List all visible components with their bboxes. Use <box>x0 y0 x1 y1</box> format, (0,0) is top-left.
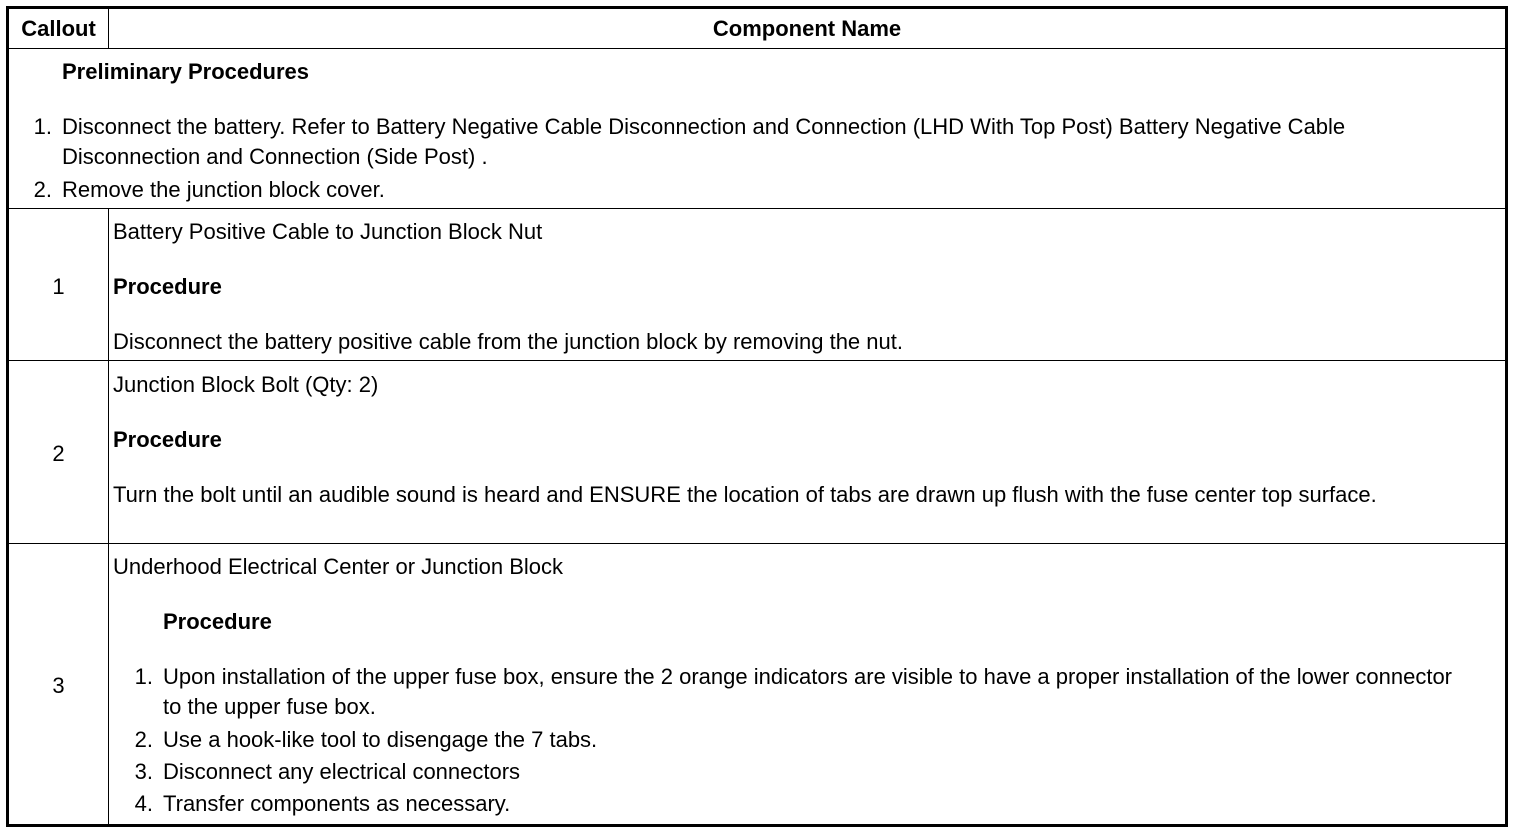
procedure-step-number: 4. <box>134 791 153 816</box>
procedure-label: Procedure <box>113 274 222 299</box>
procedure-step-number: 3. <box>134 759 153 784</box>
procedure-label: Procedure <box>113 427 222 452</box>
procedure-text: Turn the bolt until an audible sound is heard and ENSURE the location of tabs are drawn up flush with the fuse center top surface. <box>113 482 1377 507</box>
callout-number: 1 <box>52 274 65 299</box>
preliminary-step-number: 2. <box>33 177 52 202</box>
procedure-label: Procedure <box>163 609 272 634</box>
component-name: Underhood Electrical Center or Junction Block <box>113 554 564 579</box>
procedure-step-number: 2. <box>134 727 153 752</box>
header-bottom-line <box>9 48 1505 49</box>
row-divider <box>9 543 1505 544</box>
callout-header: Callout <box>21 16 96 41</box>
procedure-step-text: Upon installation of the upper fuse box, ensure the 2 orange indicators are visible to have a proper installation of the lower connector to the upper fuse box. <box>163 664 1453 719</box>
procedure-step-text: Disconnect any electrical connectors <box>163 759 521 784</box>
preliminary-title: Preliminary Procedures <box>62 59 310 84</box>
preliminary-step-text: Remove the junction block cover. <box>62 177 385 202</box>
row-divider <box>9 360 1505 361</box>
preliminary-step-text: Disconnect the battery. Refer to Battery Negative Cable Disconnection and Connection (LHD With Top Post) Battery Negative Cable Disconnection and Connection (Side Post) . <box>62 114 1346 169</box>
callout-number: 3 <box>52 673 65 698</box>
procedure-text: Disconnect the battery positive cable from the junction block by removing the nut. <box>113 329 903 354</box>
callout-column-divider <box>108 208 109 824</box>
preliminary-step-number: 1. <box>33 114 52 139</box>
component-name: Battery Positive Cable to Junction Block Nut <box>113 219 543 244</box>
callout-number: 2 <box>52 441 65 466</box>
component-name-header: Component Name <box>712 16 902 41</box>
component-name: Junction Block Bolt (Qty: 2) <box>113 372 379 397</box>
preliminary-bottom-line <box>9 208 1505 209</box>
procedure-step-text: Transfer components as necessary. <box>163 791 511 816</box>
procedure-step-text: Use a hook-like tool to disengage the 7 tabs. <box>163 727 598 752</box>
procedure-step-number: 1. <box>134 664 153 689</box>
procedure-table <box>6 6 1508 827</box>
